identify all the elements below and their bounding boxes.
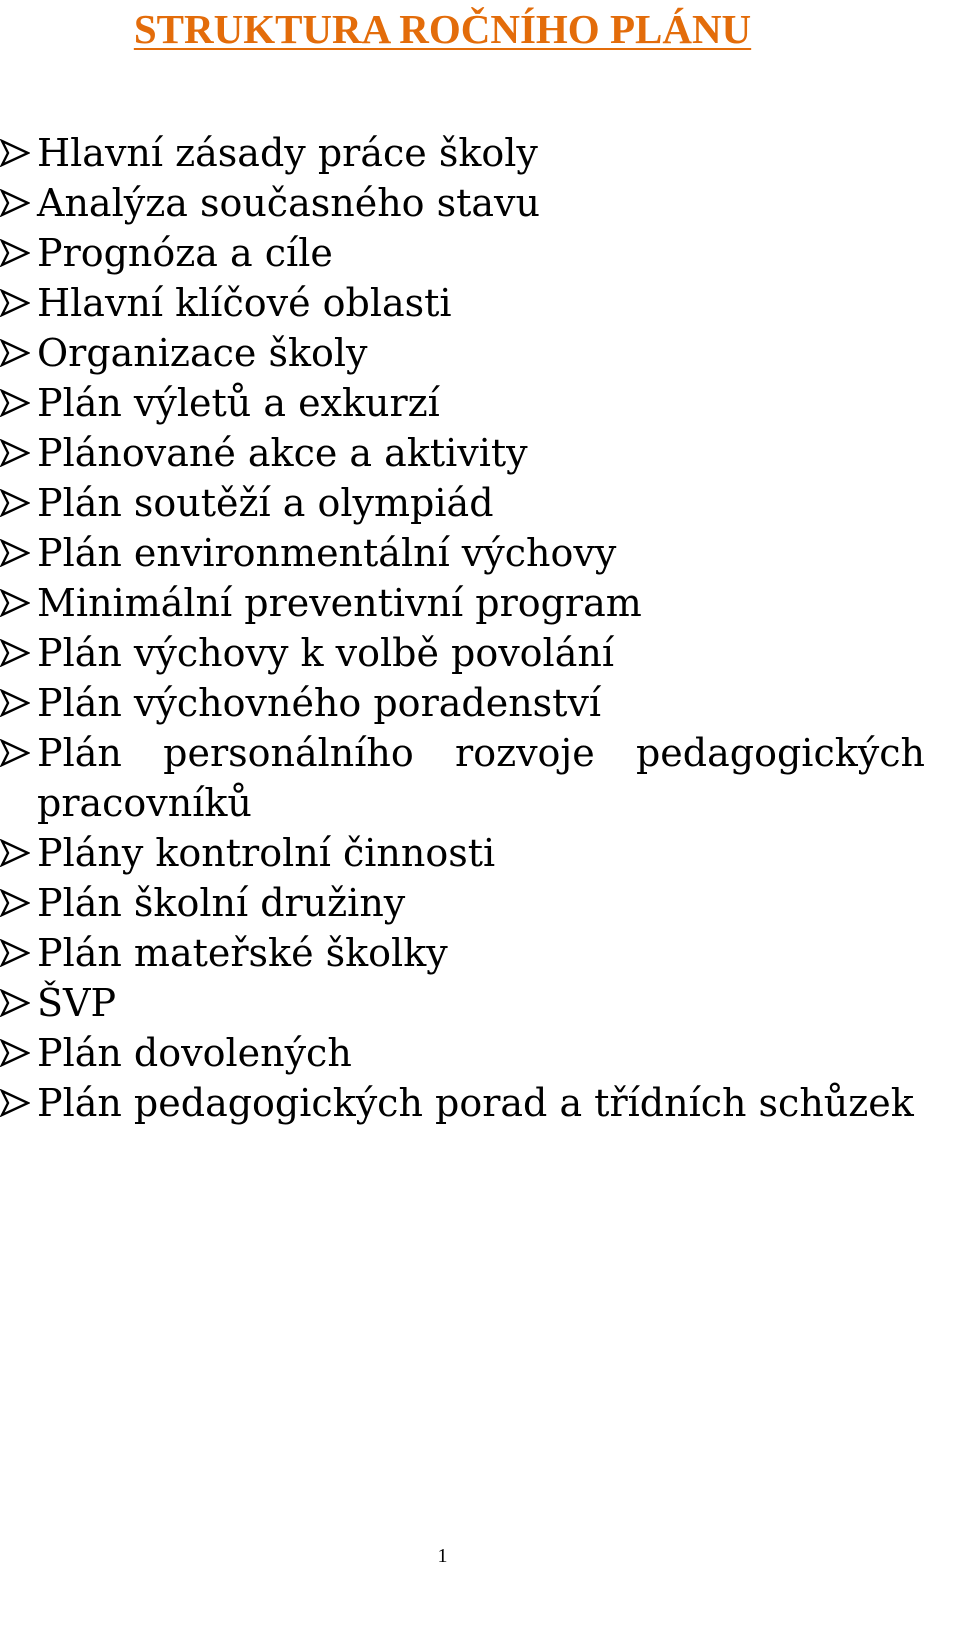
list-item (0, 828, 925, 878)
list-item (0, 1028, 925, 1078)
arrowhead-bullet-icon (0, 1089, 30, 1117)
list-item (0, 228, 925, 278)
arrowhead-bullet-icon (0, 289, 30, 317)
list-item-text: Prognóza a cíle (37, 231, 333, 275)
page-number: 1 (437, 1545, 448, 1567)
list-item-text: Plán pedagogických porad a třídních schůzek (37, 1081, 914, 1125)
list-item (0, 978, 925, 1028)
arrowhead-bullet-icon (0, 739, 30, 767)
arrowhead-bullet-icon (0, 339, 30, 367)
list-item-text: Plán personálního rozvoje pedagogických pracovníků (37, 731, 925, 825)
list-item (0, 428, 925, 478)
arrowhead-bullet-icon (0, 439, 30, 467)
list-item-text: Plán soutěží a olympiád (37, 481, 494, 525)
list-item-text: Plán výletů a exkurzí (37, 381, 440, 425)
list-item-text: Organizace školy (37, 331, 368, 375)
list-item (0, 528, 925, 578)
arrowhead-bullet-icon (0, 539, 30, 567)
page-title: STRUKTURA ROČNÍHO PLÁNU (133, 6, 752, 52)
list-item-text: Plán dovolených (37, 1031, 352, 1075)
list-item-text: Analýza současného stavu (37, 181, 540, 225)
arrowhead-bullet-icon (0, 989, 30, 1017)
arrowhead-bullet-icon (0, 839, 30, 867)
list-item (0, 1078, 925, 1128)
arrowhead-bullet-icon (0, 889, 30, 917)
arrowhead-bullet-icon (0, 139, 30, 167)
list-item-text: Plán mateřské školky (37, 931, 448, 975)
list-item-text: Plány kontrolní činnosti (37, 831, 496, 875)
arrowhead-bullet-icon (0, 239, 30, 267)
list-item-text: Plán environmentální výchovy (37, 531, 617, 575)
list-item (0, 728, 925, 828)
list-item (0, 928, 925, 978)
list-item (0, 878, 925, 928)
arrowhead-bullet-icon (0, 689, 30, 717)
list-item (0, 378, 925, 428)
list-item-text: ŠVP (37, 981, 117, 1025)
list-item-text: Plán školní družiny (37, 881, 406, 925)
list-item-text: Plán výchovy k volbě povolání (37, 631, 614, 675)
arrowhead-bullet-icon (0, 489, 30, 517)
list-item (0, 278, 925, 328)
plan-structure-list (0, 128, 925, 1128)
list-item (0, 328, 925, 378)
arrowhead-bullet-icon (0, 639, 30, 667)
list-item-text: Plánované akce a aktivity (37, 431, 528, 475)
arrowhead-bullet-icon (0, 1039, 30, 1067)
arrowhead-bullet-icon (0, 189, 30, 217)
list-item (0, 578, 925, 628)
arrowhead-bullet-icon (0, 589, 30, 617)
list-item (0, 478, 925, 528)
list-item-text: Plán výchovného poradenství (37, 681, 602, 725)
list-item-text: Hlavní zásady práce školy (37, 131, 538, 175)
list-item (0, 628, 925, 678)
list-item (0, 678, 925, 728)
list-item (0, 128, 925, 178)
arrowhead-bullet-icon (0, 389, 30, 417)
list-item (0, 178, 925, 228)
list-item-text: Hlavní klíčové oblasti (37, 281, 452, 325)
list-item-text: Minimální preventivní program (37, 581, 642, 625)
arrowhead-bullet-icon (0, 939, 30, 967)
